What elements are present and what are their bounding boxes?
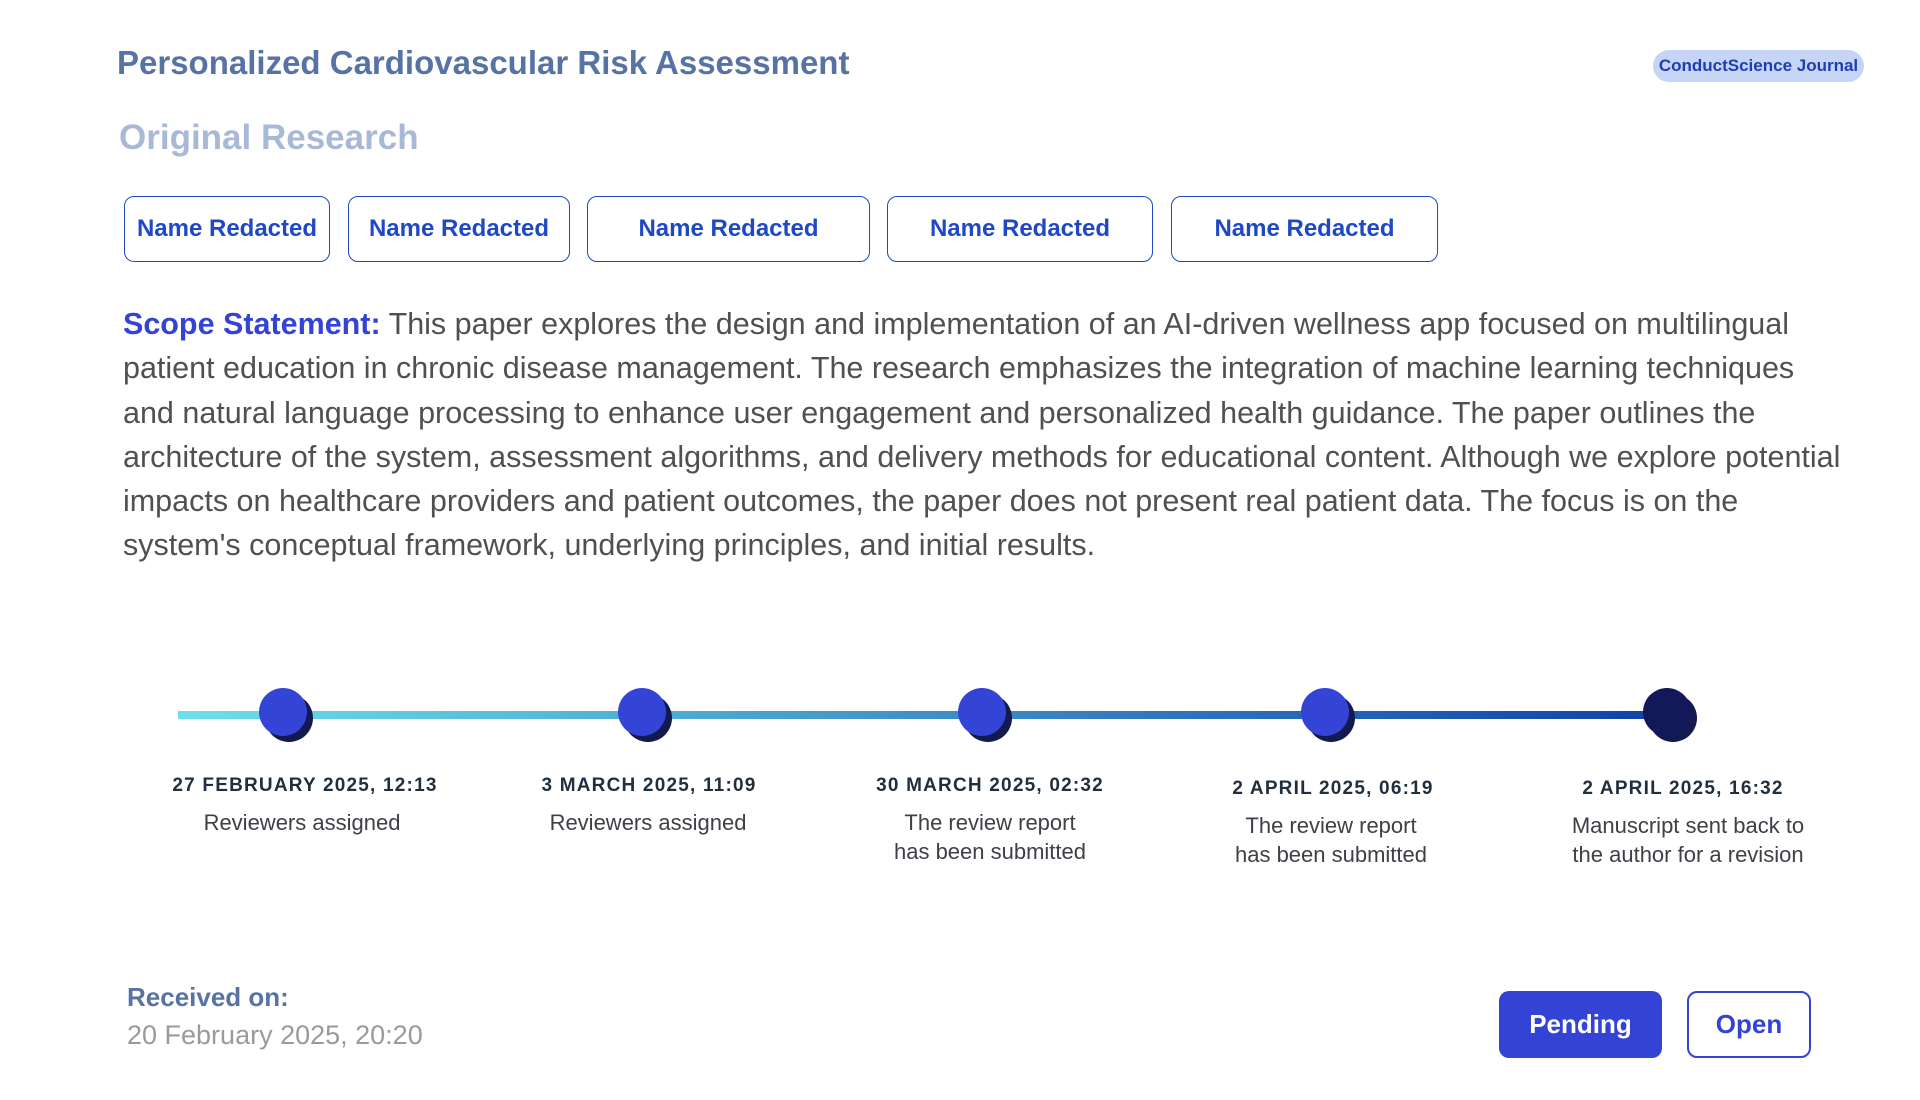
timeline-desc: The review report has been submitted (1234, 813, 1428, 867)
timeline-date: 2 APRIL 2025, 16:32 (1582, 778, 1784, 799)
received-date: 20 February 2025, 20:20 (127, 1020, 423, 1050)
scope-text: This paper explores the design and implementation of an AI-driven wellness app focused on multilingual patient education in chronic disease management. The research emphasizes the integration of machine learning techniques and natural language processing to enhance user engagement and personalized health guidance. The paper outlines the architecture of the system, assessment algorithms, and delivery methods for educational content. Although we explore potential impacts on healthcare providers and patient outcomes, the paper does not present real patient data. The focus is on the system's conceptual framework, underlying principles, and initial results. (123, 307, 1841, 563)
timeline-node (618, 688, 666, 736)
received-label: Received on: (127, 982, 289, 1012)
scope-label: Scope Statement: (123, 307, 381, 341)
timeline-desc: Reviewers assigned (549, 810, 747, 835)
pending-button[interactable]: Pending (1499, 991, 1662, 1058)
article-type: Original Research (119, 118, 419, 157)
timeline-desc: Manuscript sent back to the author for a revision (1571, 813, 1805, 867)
timeline-node (1301, 688, 1349, 736)
author-chip[interactable]: Name Redacted (587, 196, 870, 262)
timeline-date: 27 FEBRUARY 2025, 12:13 (172, 775, 438, 796)
author-chip[interactable]: Name Redacted (1171, 196, 1438, 262)
timeline-node (1643, 688, 1691, 736)
author-chip[interactable]: Name Redacted (887, 196, 1153, 262)
author-chip[interactable]: Name Redacted (348, 196, 570, 262)
page-title: Personalized Cardiovascular Risk Assessment (117, 44, 850, 81)
timeline-desc: Reviewers assigned (203, 810, 401, 835)
timeline-date: 2 APRIL 2025, 06:19 (1232, 778, 1434, 799)
timeline-line (178, 711, 1692, 719)
open-button[interactable]: Open (1687, 991, 1811, 1058)
timeline-node (259, 688, 307, 736)
journal-badge: ConductScience Journal (1653, 50, 1864, 82)
author-chip[interactable]: Name Redacted (124, 196, 330, 262)
timeline-date: 3 MARCH 2025, 11:09 (541, 775, 757, 796)
timeline-desc: The review report has been submitted (893, 810, 1087, 864)
timeline-node (958, 688, 1006, 736)
timeline-date: 30 MARCH 2025, 02:32 (876, 775, 1104, 796)
